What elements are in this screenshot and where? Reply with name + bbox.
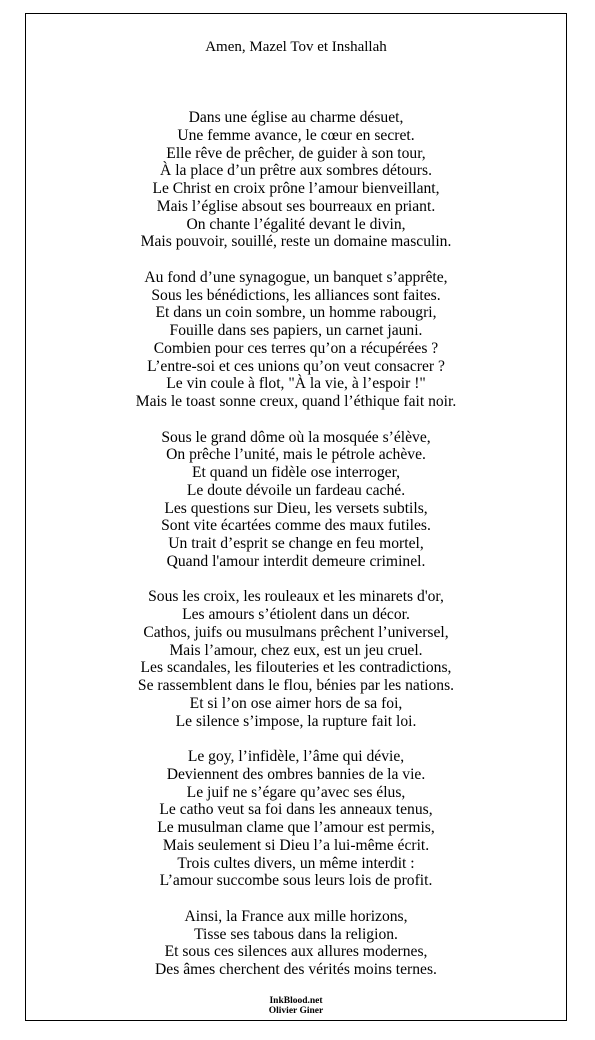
poem-frame xyxy=(25,13,567,1021)
poem-line: Les questions sur Dieu, les versets subtils, xyxy=(164,499,428,517)
poem-line: Le juif ne s’égare qu’avec ses élus, xyxy=(186,783,406,801)
poem-line: Mais l’amour, chez eux, est un jeu cruel. xyxy=(169,641,423,659)
stanza xyxy=(26,269,566,411)
poem-line: Elle rêve de prêcher, de guider à son tour, xyxy=(166,144,426,162)
poem-line: Combien pour ces terres qu’on a récupérées ? xyxy=(153,339,439,357)
poem-line: Deviennent des ombres bannies de la vie. xyxy=(166,765,426,783)
poem-line: À la place d’un prêtre aux sombres détours. xyxy=(160,162,432,180)
poem-title: Amen, Mazel Tov et Inshallah xyxy=(205,39,387,55)
poem-line: Une femme avance, le cœur en secret. xyxy=(177,126,415,144)
poem-line: Au fond d’une synagogue, un banquet s’apprête, xyxy=(144,268,448,286)
poem-line: Dans une église au charme désuet, xyxy=(188,109,404,126)
poem-line: L’entre-soi et ces unions qu’on veut consacrer ? xyxy=(147,357,445,375)
poem-line: Le vin coule à flot, "À la vie, à l’espoir !" xyxy=(166,375,426,393)
poem-line: Fouille dans ses papiers, un carnet jauni. xyxy=(169,322,423,339)
poem-line: Sous les croix, les rouleaux et les minarets d'or, xyxy=(148,588,444,606)
poem-line: Les scandales, les filouteries et les contradictions, xyxy=(140,659,452,677)
poem-line: Et quand un fidèle ose interroger, xyxy=(191,464,401,481)
poem-line: Sous le grand dôme où la mosquée s’élève, xyxy=(161,428,431,446)
stanza xyxy=(26,588,566,730)
poem-line: Quand l'amour interdit demeure criminel. xyxy=(166,552,426,570)
poem-line: On prêche l’unité, mais le pétrole achève. xyxy=(166,446,426,464)
poem-line: Des âmes cherchent des vérités moins ternes. xyxy=(155,961,437,978)
stanza xyxy=(26,748,566,890)
poem-body xyxy=(26,109,566,979)
poem-line: Et dans un coin sombre, un homme rabougri, xyxy=(155,304,437,322)
poem-line: Le musulman clame que l’amour est permis, xyxy=(157,819,435,836)
poem-line: Le doute dévoile un fardeau caché. xyxy=(186,481,406,499)
author-name: Olivier Giner xyxy=(268,1006,324,1016)
poem-line: Le goy, l’infidèle, l’âme qui dévie, xyxy=(187,748,405,765)
poem-line: Et sous ces silences aux allures modernes, xyxy=(164,943,428,961)
poem-line: Ainsi, la France aux mille horizons, xyxy=(184,907,408,925)
poem-line: L’amour succombe sous leurs lois de profit. xyxy=(159,872,433,890)
poem-line: Sont vite écartées comme des maux futiles. xyxy=(161,517,431,535)
poem-line: Mais l’église absout ses bourreaux en priant. xyxy=(156,197,436,215)
stanza xyxy=(26,109,566,251)
poem-line: Trois cultes divers, un même interdit : xyxy=(177,854,415,872)
poem-line: Mais pouvoir, souillé, reste un domaine masculin. xyxy=(140,233,452,251)
signature-block xyxy=(26,996,566,1016)
stanza xyxy=(26,908,566,979)
poem-line: Mais seulement si Dieu l’a lui-même écrit. xyxy=(162,836,430,854)
poem-line: Et si l’on ose aimer hors de sa foi, xyxy=(189,694,403,712)
poem-line: Tisse ses tabous dans la religion. xyxy=(194,925,398,943)
poem-line: Le Christ en croix prône l’amour bienveillant, xyxy=(152,180,440,197)
poem-line: Un trait d’esprit se change en feu mortel, xyxy=(168,535,424,552)
poem-line: Le catho veut sa foi dans les anneaux tenus, xyxy=(159,801,433,819)
poem-line: Se rassemblent dans le flou, bénies par les nations. xyxy=(137,677,455,694)
poem-line: On chante l’égalité devant le divin, xyxy=(186,215,406,233)
poem-line: Les amours s’étiolent dans un décor. xyxy=(182,606,410,623)
poem-line: Le silence s’impose, la rupture fait loi. xyxy=(175,712,417,730)
site-name: InkBlood.net xyxy=(269,996,323,1006)
poem-line: Mais le toast sonne creux, quand l’éthique fait noir. xyxy=(135,393,457,410)
poem-line: Cathos, juifs ou musulmans prêchent l’universel, xyxy=(143,623,449,641)
poem-line: Sous les bénédictions, les alliances sont faites. xyxy=(151,286,441,304)
stanza xyxy=(26,429,566,571)
